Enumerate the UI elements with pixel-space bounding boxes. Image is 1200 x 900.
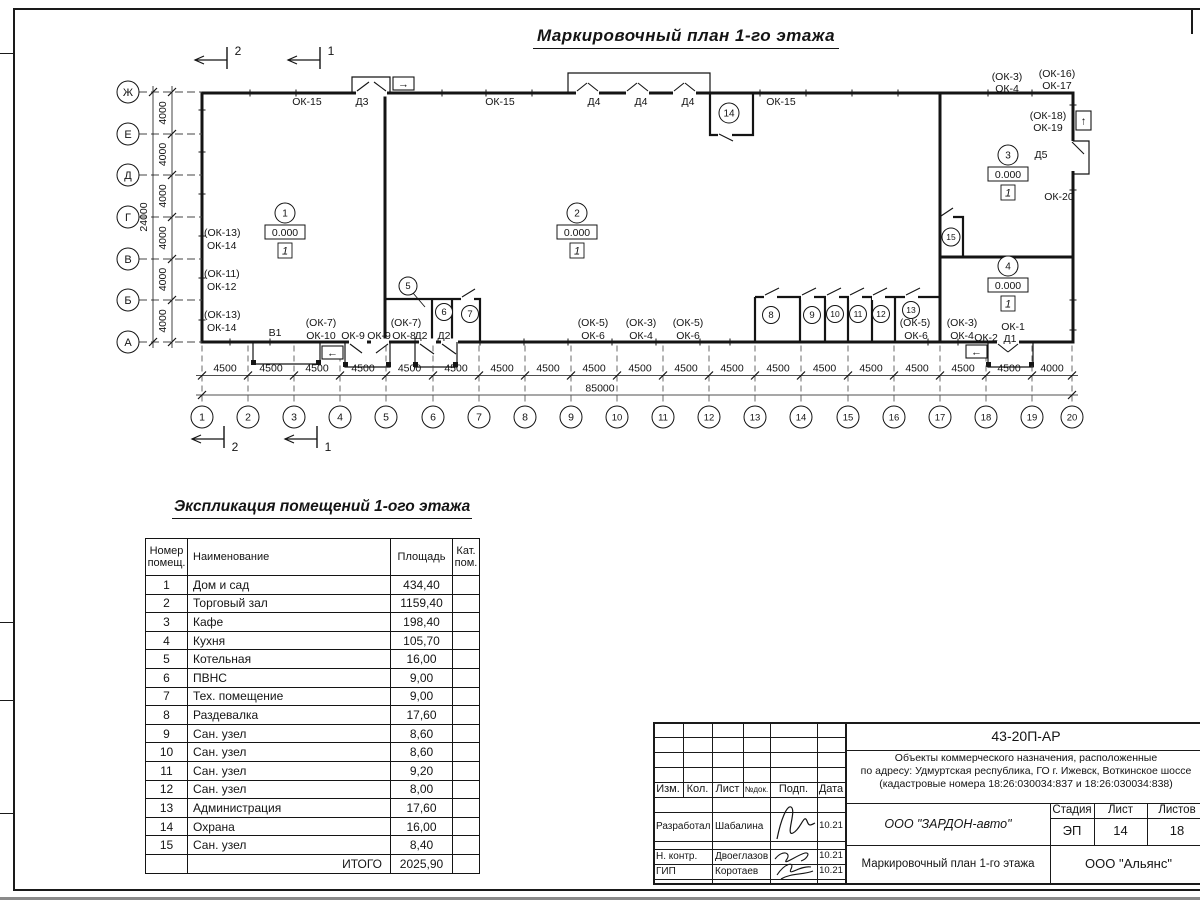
- tb-header-data: Дата: [818, 783, 844, 796]
- col-dim-label: 4500: [812, 362, 837, 375]
- tb-stage-label: Стадия: [1052, 803, 1092, 816]
- room-schedule-body: [146, 576, 480, 874]
- level-mark-value: 0.000: [271, 227, 299, 239]
- col-dim-label: 4500: [213, 362, 237, 375]
- span-element: Маркировочный план 1-го этажа: [533, 26, 839, 49]
- axis-number: 17: [934, 412, 946, 424]
- type-mark-value: 1: [281, 245, 289, 258]
- schedule-cell: [453, 687, 480, 706]
- opening-label: (ОК-5): [577, 317, 609, 329]
- col-dim-label: 4500: [259, 362, 283, 375]
- schedule-cell: Торговый зал: [188, 594, 391, 613]
- axis-number: 10: [611, 412, 623, 424]
- schedule-cell: 8,60: [391, 724, 453, 743]
- opening-label: (ОК-5): [899, 317, 931, 329]
- schedule-cell: [453, 668, 480, 687]
- path-element: [765, 288, 841, 295]
- opening-label: Д1: [1003, 333, 1017, 345]
- schedule-cell: 105,70: [391, 631, 453, 650]
- tb-role-ncontrol: Н. контр.: [656, 850, 698, 862]
- schedule-cell: 2025,90: [391, 854, 453, 873]
- opening-label: ОК-4: [629, 330, 653, 342]
- schedule-cell: Охрана: [188, 817, 391, 836]
- schedule-cell: Котельная: [188, 650, 391, 669]
- opening-label: (ОК-7): [390, 317, 422, 329]
- col-dim-label: 4000: [1040, 362, 1064, 375]
- row-dim-label: 4000: [157, 184, 169, 208]
- opening-label: ОК-14: [207, 322, 237, 334]
- col-dim-label: 4500: [859, 362, 883, 375]
- schedule-cell: [453, 631, 480, 650]
- schedule-cell: 4: [146, 631, 188, 650]
- row-dim-label: 4000: [157, 309, 169, 333]
- titleblock-grid-line: [653, 797, 845, 798]
- opening-label: ОК-9: [341, 330, 365, 342]
- margin-tick: [0, 813, 13, 814]
- tb-date-developed: 10.21: [819, 820, 843, 832]
- room-number: 2: [574, 208, 580, 220]
- room-number: 1: [282, 208, 288, 220]
- opening-label: ОК-6: [581, 330, 605, 342]
- margin-tick: [0, 700, 13, 701]
- schedule-total-label: ИТОГО: [188, 854, 391, 873]
- schedule-col-header: [391, 539, 453, 576]
- opening-label: (ОК-3): [625, 317, 657, 329]
- span-element: Номер: [149, 545, 184, 557]
- direction-arrow-icon: →: [398, 78, 409, 91]
- direction-arrow-icon: ←: [971, 346, 982, 359]
- opening-label: ОК-20: [1044, 191, 1074, 203]
- schedule-cell: 8: [146, 706, 188, 725]
- schedule-cell: 6: [146, 668, 188, 687]
- schedule-cell: [453, 576, 480, 595]
- schedule-cell: 16,00: [391, 650, 453, 669]
- axis-number: 4: [337, 411, 343, 424]
- opening-label: ОК-4: [950, 330, 974, 342]
- schedule-cell: 3: [146, 613, 188, 632]
- opening-label: ОК-9: [367, 330, 391, 342]
- schedule-cell: 15: [146, 836, 188, 855]
- schedule-cell: 10: [146, 743, 188, 762]
- col-dim-label: 4500: [674, 362, 698, 375]
- opening-label: ОК-1: [1001, 321, 1025, 333]
- path-element: [462, 289, 475, 297]
- opening-label: Д4: [634, 96, 648, 108]
- col-dim-label: 4500: [628, 362, 652, 375]
- room-number: 14: [723, 108, 735, 120]
- path-element: [202, 93, 1073, 342]
- path-element: [850, 288, 920, 295]
- schedule-cell: [453, 780, 480, 799]
- opening-label: (ОК-13): [204, 309, 241, 321]
- axis-letter: Б: [124, 295, 132, 307]
- level-mark-value: 0.000: [994, 280, 1022, 292]
- opening-label: ОК-4: [995, 83, 1019, 95]
- opening-label: ОК-15: [485, 96, 515, 108]
- schedule-cell: Кафе: [188, 613, 391, 632]
- schedule-row: [146, 613, 480, 632]
- tb-date-gip: 10.21: [819, 865, 843, 877]
- schedule-cell: 2: [146, 594, 188, 613]
- titleblock-grid-line: [653, 767, 845, 768]
- axis-number: 8: [522, 411, 528, 424]
- schedule-cell: 17,60: [391, 706, 453, 725]
- schedule-cell: Сан. узел: [188, 761, 391, 780]
- span-element: Площадь: [397, 551, 446, 563]
- tb-name-ncontrol: Двоеглазов: [715, 850, 769, 862]
- schedule-cell: [453, 799, 480, 818]
- schedule-cell: [453, 743, 480, 762]
- schedule-title: [172, 498, 472, 519]
- axis-number: 16: [888, 412, 900, 424]
- room-number: 11: [853, 309, 863, 320]
- rect-element: [251, 360, 256, 365]
- direction-arrow-icon: ↑: [1080, 115, 1087, 128]
- opening-label: Д2: [437, 330, 451, 342]
- schedule-row: [146, 631, 480, 650]
- schedule-cell: [453, 724, 480, 743]
- tb-doc-number: 43-20П-АР: [991, 727, 1061, 744]
- level-mark-value: 0.000: [563, 227, 591, 239]
- schedule-cell: Кухня: [188, 631, 391, 650]
- schedule-cell: Администрация: [188, 799, 391, 818]
- schedule-col-header: [453, 539, 480, 576]
- type-mark-value: 1: [1004, 298, 1012, 311]
- opening-label: (ОК-18): [1029, 110, 1067, 122]
- room-schedule-header: [146, 539, 480, 576]
- span-element: Кат.: [456, 545, 476, 557]
- opening-label: ОК-19: [1033, 122, 1063, 134]
- schedule-row: [146, 706, 480, 725]
- schedule-cell: [453, 650, 480, 669]
- opening-label: Д5: [1034, 149, 1048, 161]
- schedule-cell: 8,40: [391, 836, 453, 855]
- schedule-row: [146, 817, 480, 836]
- axis-letter: Ж: [122, 87, 134, 99]
- room-number: 10: [830, 309, 840, 320]
- interior-walls: [385, 93, 963, 342]
- opening-label: Д4: [681, 96, 695, 108]
- axis-letter: Д: [124, 170, 132, 182]
- schedule-row: [146, 576, 480, 595]
- tb-header-kol: Кол.: [686, 783, 709, 796]
- schedule-col-header: [188, 539, 391, 576]
- tb-role-gip: ГИП: [656, 865, 676, 877]
- room-number: 9: [809, 310, 815, 322]
- schedule-cell: 7: [146, 687, 188, 706]
- schedule-cell: 9,00: [391, 687, 453, 706]
- door-leaves: [350, 82, 1084, 354]
- schedule-cell: 9: [146, 724, 188, 743]
- tb-description-line3: (кадастровые номера 18:26:030034:837 и 18:26:030034:838): [879, 778, 1173, 791]
- tb-sheet-label: Лист: [1108, 803, 1133, 816]
- col-dim-label: 4500: [720, 362, 744, 375]
- path-element: [941, 208, 953, 216]
- room-number: 8: [768, 310, 774, 322]
- door-openings: [349, 90, 1077, 346]
- section-marker-label: 2: [234, 44, 242, 58]
- tb-drawing-name: Маркировочный план 1-го этажа: [861, 857, 1035, 870]
- section-marker-label: 1: [327, 44, 335, 58]
- schedule-cell: 1159,40: [391, 594, 453, 613]
- axis-number: 5: [383, 411, 389, 424]
- schedule-cell: [453, 761, 480, 780]
- schedule-cell: 14: [146, 817, 188, 836]
- axis-number: 13: [749, 412, 761, 424]
- schedule-total-row: [146, 854, 480, 873]
- opening-label: Д2: [414, 330, 428, 342]
- opening-label: (ОК-7): [305, 317, 337, 329]
- schedule-cell: 11: [146, 761, 188, 780]
- schedule-cell: 5: [146, 650, 188, 669]
- tb-sheets-value: 18: [1169, 823, 1185, 839]
- schedule-cell: 198,40: [391, 613, 453, 632]
- tr-element: [146, 539, 480, 576]
- tb-company: ООО "ЗАРДОН-авто": [884, 816, 1012, 831]
- schedule-cell: 12: [146, 780, 188, 799]
- room-number: 12: [876, 309, 886, 320]
- col-dim-label: 4500: [997, 362, 1021, 375]
- opening-label: (ОК-3): [991, 71, 1023, 83]
- col-dim-label: 4500: [905, 362, 929, 375]
- schedule-cell: 17,60: [391, 799, 453, 818]
- rect-element: [343, 362, 348, 367]
- axis-number: 9: [568, 411, 574, 424]
- type-mark-value: 1: [573, 245, 581, 258]
- section-marker-label: 1: [324, 440, 332, 454]
- axis-number: 2: [245, 411, 251, 424]
- axis-number: 11: [658, 412, 668, 424]
- tb-client: ООО "Альянс": [1085, 856, 1172, 872]
- schedule-row: [146, 743, 480, 762]
- schedule-cell: 434,40: [391, 576, 453, 595]
- schedule-cell: [453, 854, 480, 873]
- room-schedule-table: [145, 538, 480, 874]
- schedule-row: [146, 650, 480, 669]
- schedule-row: [146, 594, 480, 613]
- opening-label: (ОК-13): [204, 227, 241, 239]
- room-number: 15: [946, 232, 956, 243]
- schedule-row: [146, 799, 480, 818]
- opening-label: ОК-14: [207, 240, 237, 252]
- opening-label: (ОК-3): [946, 317, 978, 329]
- schedule-cell: [453, 817, 480, 836]
- col-total-label: 85000: [585, 382, 615, 395]
- axis-number: 3: [291, 411, 297, 424]
- room-number: 13: [906, 305, 916, 316]
- opening-label: (ОК-11): [204, 268, 240, 280]
- tb-description-line1: Объекты коммерческого назначения, расположенные: [894, 752, 1158, 765]
- tb-name-gip: Коротаев: [715, 865, 759, 877]
- schedule-cell: 8,00: [391, 780, 453, 799]
- schedule-cell: 16,00: [391, 817, 453, 836]
- signature-developed: [771, 799, 817, 845]
- schedule-cell: 1: [146, 576, 188, 595]
- axis-letter: В: [124, 254, 132, 266]
- span-element: Экспликация помещений 1-ого этажа: [172, 498, 472, 519]
- row-dim-label: 4000: [157, 142, 169, 167]
- tb-date-ncontrol: 10.21: [819, 850, 843, 862]
- g-element: [117, 44, 1091, 454]
- tb-sheets-label: Листов: [1158, 803, 1196, 816]
- path-element: [777, 864, 813, 879]
- path-element: [777, 807, 815, 839]
- axis-letter: Е: [124, 129, 132, 141]
- room-number: 3: [1005, 150, 1011, 162]
- schedule-cell: [453, 613, 480, 632]
- direction-arrow-icon: ←: [327, 347, 338, 360]
- row-dim-label: 4000: [157, 101, 169, 125]
- opening-label: (ОК-5): [672, 317, 704, 329]
- schedule-cell: Тех. помещение: [188, 687, 391, 706]
- tb-header-izm: Изм.: [656, 783, 680, 796]
- section-marker-label: 2: [231, 440, 239, 454]
- path-element: [775, 853, 808, 862]
- schedule-cell: 9,20: [391, 761, 453, 780]
- row-total-label: 24000: [138, 202, 150, 232]
- axis-number: 1: [199, 411, 205, 424]
- type-mark-value: 1: [1004, 187, 1012, 200]
- span-element: помещ.: [147, 557, 186, 569]
- level-mark-value: 0.000: [994, 169, 1022, 181]
- axis-number: 12: [703, 412, 715, 424]
- titleblock-grid-line: [653, 752, 845, 753]
- schedule-cell: Сан. узел: [188, 836, 391, 855]
- schedule-cell: Раздевалка: [188, 706, 391, 725]
- opening-label: ОК-15: [766, 96, 796, 108]
- row-dim-label: 4000: [157, 226, 169, 250]
- schedule-cell: [146, 854, 188, 873]
- schedule-row: [146, 687, 480, 706]
- col-dim-label: 4500: [490, 362, 514, 375]
- opening-label: ОК-12: [207, 281, 237, 293]
- opening-label: ОК-10: [306, 330, 336, 342]
- schedule-cell: [453, 836, 480, 855]
- row-dim-label: 4000: [157, 267, 169, 292]
- room-number: 4: [1005, 261, 1011, 273]
- schedule-row: [146, 668, 480, 687]
- opening-label: ОК-6: [904, 330, 928, 342]
- col-dim-label: 4500: [582, 362, 606, 375]
- axis-number: 7: [476, 411, 482, 424]
- tb-role-developed: Разработал: [656, 820, 711, 832]
- span-element: пом.: [454, 557, 478, 569]
- schedule-cell: 8,60: [391, 743, 453, 762]
- rect-element: [986, 362, 991, 367]
- schedule-cell: [453, 706, 480, 725]
- building-outer-walls: [202, 93, 1073, 342]
- schedule-row: [146, 780, 480, 799]
- opening-label: ОК-15: [292, 96, 322, 108]
- col-dim-label: 4500: [536, 362, 560, 375]
- axis-number: 20: [1066, 412, 1078, 424]
- opening-label: (ОК-16): [1038, 68, 1076, 80]
- room-number: 5: [405, 281, 411, 293]
- schedule-cell: [453, 594, 480, 613]
- opening-label: ОК-8: [392, 330, 416, 342]
- path-element: [253, 342, 320, 364]
- margin-tick: [0, 622, 13, 623]
- schedule-cell: Сан. узел: [188, 780, 391, 799]
- schedule-row: [146, 724, 480, 743]
- opening-label: ОК-17: [1042, 80, 1072, 92]
- col-dim-label: 4500: [397, 362, 422, 375]
- schedule-cell: Сан. узел: [188, 743, 391, 762]
- schedule-cell: Сан. узел: [188, 724, 391, 743]
- titleblock-grid-line: [653, 737, 845, 738]
- room-number: 7: [467, 309, 473, 321]
- schedule-row: [146, 836, 480, 855]
- tb-header-ndok: №док.: [744, 784, 769, 794]
- axis-number: 14: [795, 412, 807, 424]
- col-dim-label: 4500: [444, 362, 468, 375]
- schedule-cell: ПВНС: [188, 668, 391, 687]
- col-dim-label: 4500: [951, 362, 975, 375]
- opening-label: Д3: [355, 96, 369, 108]
- titleblock-grid-line: [845, 750, 1200, 751]
- col-dim-label: 4500: [351, 362, 375, 375]
- axis-number: 15: [842, 412, 854, 424]
- axis-letter: Г: [125, 212, 131, 224]
- axis-number: 19: [1026, 412, 1038, 424]
- tb-name-developed: Шабалина: [715, 820, 764, 832]
- schedule-cell: Дом и сад: [188, 576, 391, 595]
- opening-label: Д4: [587, 96, 601, 108]
- axis-number: 18: [980, 412, 992, 424]
- axis-number: 6: [430, 411, 436, 424]
- opening-label: ОК-2: [974, 332, 998, 344]
- tb-header-podp: Подп.: [778, 783, 809, 796]
- signature-ncontrol-gip: [771, 845, 817, 883]
- schedule-col-header: [146, 539, 188, 576]
- opening-label: ОК-6: [676, 330, 700, 342]
- span-element: Наименование: [193, 551, 270, 563]
- tb-sheet-value: 14: [1113, 823, 1128, 839]
- col-dim-label: 4500: [305, 362, 329, 375]
- frame-bottom-line: [13, 889, 1200, 891]
- schedule-cell: 9,00: [391, 668, 453, 687]
- col-dim-label: 4500: [766, 362, 790, 375]
- schedule-row: [146, 761, 480, 780]
- opening-label: В1: [268, 327, 282, 339]
- rect-element: [386, 362, 391, 367]
- tb-description-line2: по адресу: Удмуртская республика, ГО г. Ижевск, Воткинское шоссе: [860, 765, 1192, 778]
- tb-stage-value: ЭП: [1062, 823, 1082, 839]
- schedule-cell: 13: [146, 799, 188, 818]
- rect-element: [1029, 362, 1034, 367]
- tb-header-list: Лист: [715, 783, 740, 796]
- axis-letter: А: [124, 337, 132, 349]
- room-number: 6: [441, 307, 447, 319]
